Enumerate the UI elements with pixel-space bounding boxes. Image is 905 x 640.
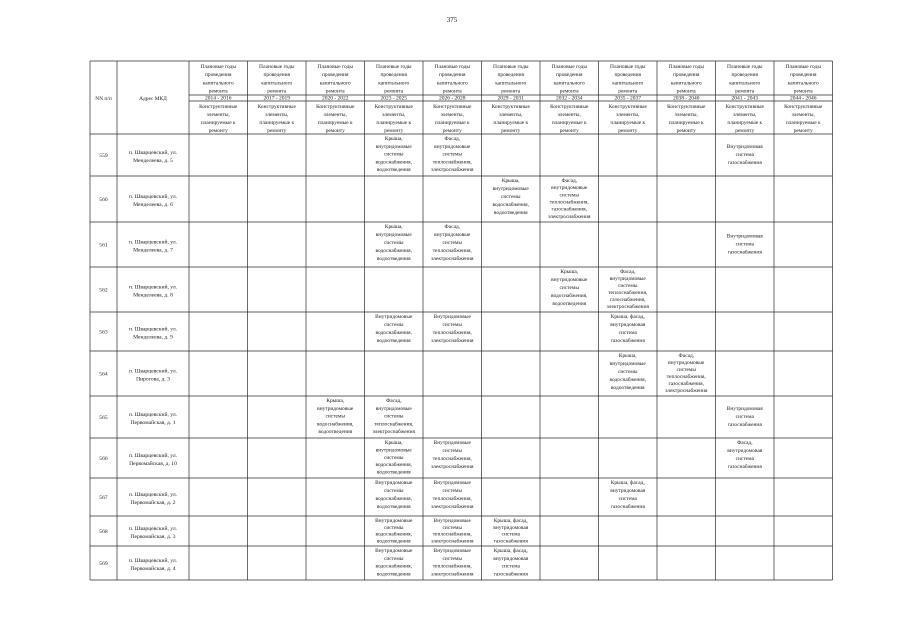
row-address: Первомайская, д. 1 [130,420,176,426]
header-planned-years: капитального [319,80,351,87]
row-address: п. Шварцевский, ул. [128,453,178,459]
repair-cell-text: системы [384,240,404,246]
page-number: 375 [446,16,458,24]
header-planned-years: капитального [495,80,527,87]
row-number: 568 [99,529,108,535]
header-num-label: NN п/п [95,96,112,102]
repair-cell-text: системы [384,322,404,328]
repair-cell-text: системы [442,524,462,531]
repair-cell-text: внутридомовые [434,232,471,238]
repair-cell-text: Крыша, [326,398,345,404]
header-period-2020-2022: 2020 - 2022 [321,95,349,102]
row-address: Первомайская, д. 10 [129,461,177,467]
repair-cell-text: водоотведения [376,571,411,578]
repair-cell-text: Крыша, [384,224,403,230]
header-planned-years: капитального [612,80,644,87]
header-elements-label: элементы, [382,111,406,118]
row-number: 569 [99,561,108,567]
repair-cell-text: Фасад, [736,440,753,446]
repair-cell-text: теплоснабжения, [432,248,472,254]
header-elements-label: планируемые к [785,119,821,126]
repair-cell-text: внутридомовые [551,277,588,283]
repair-cell-text: Крыша, фасад, [610,480,645,486]
repair-cell-text: водоотведения [376,504,411,510]
header-planned-years: ремонта [618,88,638,95]
header-elements-label: планируемые к [727,119,763,126]
header-planned-years: ремонта [559,88,579,95]
header-planned-years: ремонта [676,88,696,95]
repair-cell-text: водоотведения [493,210,528,216]
repair-cell-text: Крыша, [560,269,579,275]
repair-cell-text: электроснабжения [431,338,474,344]
repair-cell-text: Внутридомовые [433,314,471,320]
repair-cell-text: системы [442,555,462,562]
repair-cell-text: электроснабжения [665,388,708,394]
header-planned-years: проведения [673,72,700,79]
header-planned-years: проведения [497,72,524,79]
header-elements-label: Конструктивные [667,103,706,110]
header-planned-years: Плановые годы [434,64,470,70]
repair-cell-text: Крыша, фасад, [493,518,528,524]
repair-cell-text: водоотведения [376,469,411,476]
row-address: п. Шварцевский, ул. [128,326,178,333]
repair-cell-text: внутридомовые [492,186,529,192]
repair-cell-text: водоснабжения, [375,330,413,336]
header-period-2032-2034: 2032 - 2034 [555,95,583,102]
header-planned-years: Плановые годы [668,64,704,70]
repair-cell-text: система [735,152,754,158]
repair-cell-text: электроснабжения [431,464,474,470]
header-planned-years: Плановые годы [610,64,646,70]
header-elements-label: планируемые к [200,119,236,126]
header-planned-years: капитального [553,80,585,87]
header-planned-years: капитального [378,80,410,87]
header-elements-label: ремонту [267,127,287,134]
repair-cell-text: внутридомовая [493,555,529,562]
repair-cell-text: внутридомовые [609,276,646,282]
repair-cell-text: внутридомовые [375,405,412,412]
repair-cell-text: внутридомовые [551,185,588,192]
repair-cell-text: система [735,414,754,420]
row-address: п. Шварцевский, ул. [128,194,178,200]
repair-cell-text: водоснабжения, [375,462,413,469]
header-elements-label: элементы, [499,111,523,118]
header-elements-label: элементы, [791,111,815,118]
row-number: 564 [99,371,108,378]
header-planned-years: Плановые годы [493,64,529,70]
repair-cell-text: газоснабжения [727,160,762,166]
header-planned-years: ремонта [442,88,462,95]
header-elements-label: ремонту [384,127,404,134]
header-elements-label: ремонту [208,127,228,134]
repair-cell-text: водоотведения [376,256,411,262]
header-elements-label: ремонту [676,127,696,134]
repair-cell-text: внутридомовая [727,448,763,454]
repair-cell-text: система [618,330,637,336]
header-elements-label: элементы, [616,111,640,118]
header-elements-label: ремонту [618,127,638,134]
repair-cell-text: системы [384,524,404,531]
repair-cell-text: Внутридомовые [375,314,413,320]
header-elements-label: Конструктивные [199,103,238,110]
row-number: 566 [99,456,108,462]
header-elements-label: Конструктивные [433,103,472,110]
header-planned-years: капитального [729,80,761,87]
header-elements-label: Конструктивные [725,103,764,110]
header-elements-label: элементы, [206,111,230,118]
repair-cell-text: теплоснабжения, [549,199,589,206]
repair-cell-text: системы [442,448,462,454]
repair-cell-text: Крыша, [618,353,637,359]
repair-cell-text: газоснабжения [493,571,528,578]
repair-cell-text: водоотведения [610,385,645,391]
repair-cell-text: водоотведения [552,301,587,307]
header-elements-label: элементы, [323,111,347,118]
row-address: п. Шварцевский, ул. [128,239,178,246]
row-address: п. Шварцевский, ул. [128,150,178,156]
repair-cell-text: система [618,496,637,502]
header-elements-label: ремонту [559,127,579,134]
header-planned-years: ремонта [384,88,404,95]
repair-cell-text: Фасад, [385,398,402,404]
repair-cell-text: системы [384,151,404,158]
repair-cell-text: теплоснабжения, [432,456,472,462]
repair-cell-text: газоснабжения [610,504,645,510]
repair-cell-text: системы [559,285,579,291]
repair-cell-text: Фасад, [619,269,636,275]
repair-cell-text: водоснабжения, [375,563,413,570]
repair-cell-text: система [735,241,754,248]
repair-cell-text: теплоснабжения, [432,531,472,538]
header-period-2029-2031: 2029 - 2031 [497,95,525,102]
repair-cell-text: Фасад, [678,353,695,359]
header-planned-years: Плановые годы [317,64,353,70]
repair-cell-text: газоснабжения [610,338,645,344]
repair-cell-text: внутридомовая [610,488,646,494]
repair-cell-text: водоотведения [318,429,353,436]
header-period-2014-2016: 2014 - 2016 [204,95,232,102]
header-elements-label: планируемые к [376,119,412,126]
header-period-2017-2019: 2017 - 2019 [263,95,291,102]
repair-cell-text: Внутридомовые [433,548,471,554]
row-address: Менделеева, д. 9 [133,334,173,341]
header-planned-years: Плановые годы [259,64,295,70]
repair-cell-text: газоснабжения [727,464,762,470]
header-planned-years: проведения [556,72,583,79]
repair-cell-text: теплоснабжения, [608,290,648,296]
repair-cell-text: Внутридомовые [433,440,471,446]
header-planned-years: капитального [202,80,234,87]
header-period-2038-2040: 2038 - 2040 [672,95,700,102]
header-planned-years: проведения [731,72,758,79]
header-elements-label: элементы, [733,111,757,118]
row-address: Менделеева, д. 5 [133,158,173,164]
row-address: Менделеева, д. 8 [133,292,173,299]
header-planned-years: Плановые годы [727,64,763,70]
header-planned-years: ремонта [501,88,521,95]
repair-cell-text: водоотведения [376,338,411,344]
row-address: п. Шварцевский, ул. [128,412,178,418]
repair-cell-text: Внутридомовая [726,144,763,150]
header-elements-label: Конструктивные [374,103,413,110]
repair-cell-text: электроснабжения [431,167,474,174]
header-elements-label: элементы, [557,111,581,118]
repair-cell-text: Внутридомовые [375,548,413,554]
header-planned-years: ремонта [735,88,755,95]
repair-cell-text: водоснабжения, [316,421,354,428]
header-elements-label: планируемые к [610,119,646,126]
header-planned-years: капитального [670,80,702,87]
header-period-2041-2043: 2041 - 2043 [731,95,759,102]
repair-cell-text: электроснабжения [431,256,474,262]
header-planned-years: Плановые годы [376,64,412,70]
repair-cell-text: системы [559,192,579,199]
header-elements-label: ремонту [501,127,521,134]
row-address: Пирогова, д. 3 [136,376,170,383]
row-number: 560 [99,197,108,203]
header-period-2035-2037: 2035 - 2037 [614,95,642,102]
repair-cell-text: газоснабжения, [668,381,704,387]
repair-cell-text: системы [676,367,696,373]
repair-cell-text: Фасад, [444,136,461,142]
header-elements-label: Конструктивные [257,103,296,110]
header-planned-years: проведения [790,72,817,79]
repair-cell-text: Внутридомовая [726,406,763,412]
repair-cell-text: системы [442,322,462,328]
header-planned-years: проведения [205,72,232,79]
repair-cell-text: Крыша, [501,178,520,184]
repair-cell-text: газоснабжения [493,538,528,545]
repair-cell-text: системы [618,283,638,289]
header-planned-years: Плановые годы [785,64,821,70]
row-address: п. Шварцевский, ул. [128,492,178,498]
repair-cell-text: теплоснабжения, [432,159,472,166]
repair-cell-text: водоснабжения, [375,248,413,254]
repair-cell-text: внутридомовые [609,361,646,367]
repair-cell-text: внутридомовая [610,322,646,328]
repair-cell-text: водоотведения [376,167,411,174]
row-address: Первомайская, д. 3 [130,534,176,540]
header-planned-years: проведения [322,72,349,79]
repair-cell-text: газоснабжения [727,249,762,256]
header-planned-years: ремонта [793,88,813,95]
row-address: п. Шварцевский, ул. [128,558,178,564]
repair-cell-text: Фасад, [444,224,461,230]
header-elements-label: планируемые к [493,119,529,126]
repair-cell-text: Крыша, фасад, [610,314,645,320]
repair-cell-text: системы [384,454,404,461]
repair-cell-text: газоснабжения, [551,206,587,213]
header-planned-years: капитального [261,80,293,87]
repair-cell-text: теплоснабжения, [432,330,472,336]
repair-cell-text: Крыша, фасад, [493,548,528,554]
row-address: п. Шварцевский, ул. [128,368,178,375]
row-address: п. Шварцевский, ул. [128,526,178,532]
header-planned-years: капитального [436,80,468,87]
header-planned-years: проведения [614,72,641,79]
header-planned-years: Плановые годы [200,64,236,70]
header-planned-years: ремонта [208,88,228,95]
header-elements-label: планируемые к [551,119,587,126]
repair-cell-text: системы [442,151,462,158]
header-elements-label: ремонту [793,127,813,134]
header-elements-label: ремонту [325,127,345,134]
repair-cell-text: газоснабжения [727,422,762,428]
repair-cell-text: электроснабжения [372,429,415,436]
header-address-label: Адрес МКД [139,96,167,102]
header-period-2023-2025: 2023 - 2025 [380,95,408,102]
repair-cell-text: системы [442,240,462,246]
row-address: п. Шварцевский, ул. [128,284,178,291]
header-period-2044-2046: 2044 - 2046 [789,95,817,102]
repair-cell-text: газоснабжения, [610,297,646,303]
header-elements-label: планируемые к [259,119,295,126]
repair-cell-text: внутридомовые [375,143,412,150]
row-address: Первомайская, д. 2 [130,500,176,506]
repair-cell-text: Крыша, [384,136,403,142]
repair-cell-text: водоснабжения, [375,531,413,538]
row-address: Менделеева, д. 7 [133,247,173,254]
row-number: 561 [99,242,108,249]
repair-cell-text: водоснабжения, [550,293,588,299]
repair-cell-text: Внутридомовая [726,233,763,240]
repair-cell-text: водоснабжения, [609,377,647,383]
header-elements-label: планируемые к [434,119,470,126]
repair-cell-text: Внутридомовые [433,518,471,524]
header-planned-years: капитального [787,80,819,87]
row-number: 559 [99,153,108,159]
header-elements-label: планируемые к [317,119,353,126]
header-elements-label: элементы, [674,111,698,118]
repair-cell-text: теплоснабжения, [432,563,472,570]
repair-cell-text: Внутридомовые [375,480,413,486]
header-elements-label: ремонту [442,127,462,134]
repair-cell-text: системы [501,194,521,200]
repair-cell-text: Внутридомовые [433,480,471,486]
repair-cell-text: системы [384,413,404,420]
repair-cell-text: водоотведения [376,538,411,545]
repair-cell-text: внутридомовые [375,232,412,238]
repair-cell-text: система [501,531,520,538]
repair-cell-text: теплоснабжения, [374,421,414,428]
repair-cell-text: Крыша, [384,440,403,446]
repair-cell-text: система [501,563,520,570]
header-planned-years: ремонта [267,88,287,95]
header-elements-label: Конструктивные [316,103,355,110]
row-number: 562 [99,287,108,294]
header-elements-label: элементы, [440,111,464,118]
repair-cell-text: теплоснабжения, [432,496,472,502]
repair-cell-text: внутридомовая [493,524,529,531]
repair-cell-text: внутридомовые [434,143,471,150]
repair-cell-text: электроснабжения [431,538,474,545]
repair-cell-text: электроснабжения [548,213,591,220]
header-planned-years: проведения [380,72,407,79]
repair-cell-text: системы [384,488,404,494]
repair-cell-text: системы [618,369,638,375]
header-elements-label: Конструктивные [491,103,530,110]
repair-cell-text: водоснабжения, [492,202,530,208]
repair-cell-text: внутридомовые [375,447,412,454]
header-elements-label: Конструктивные [784,103,823,110]
header-elements-label: ремонту [735,127,755,134]
repair-cell-text: Внутридомовые [375,518,413,524]
header-planned-years: проведения [263,72,290,79]
row-number: 565 [99,415,108,421]
header-elements-label: Конструктивные [608,103,647,110]
header-elements-label: Конструктивные [550,103,589,110]
header-planned-years: ремонта [325,88,345,95]
repair-cell-text: внутридомовые [317,405,354,412]
repair-cell-text: теплоснабжения, [666,374,706,380]
row-address: Первомайская, д. 4 [130,566,176,572]
row-address: Менделеева, д. 6 [133,202,173,208]
header-planned-years: Плановые годы [551,64,587,70]
header-planned-years: проведения [439,72,466,79]
repair-cell-text: электроснабжения [431,571,474,578]
header-period-2026-2028: 2026 - 2028 [438,95,466,102]
repair-cell-text: системы [384,555,404,562]
repair-cell-text: водоснабжения, [375,159,413,166]
repair-cell-text: электроснабжения [431,504,474,510]
row-number: 563 [99,329,108,336]
repair-cell-text: система [735,456,754,462]
repair-cell-text: системы [442,488,462,494]
header-elements-label: планируемые к [668,119,704,126]
row-number: 567 [99,495,108,501]
repair-cell-text: электроснабжения [606,304,649,310]
repair-cell-text: внутридомовые [668,360,705,366]
capital-repair-schedule-table [90,61,833,580]
repair-cell-text: системы [325,413,345,420]
repair-cell-text: Фасад, [561,178,578,184]
repair-cell-text: водоснабжения, [375,496,413,502]
header-elements-label: элементы, [265,111,289,118]
